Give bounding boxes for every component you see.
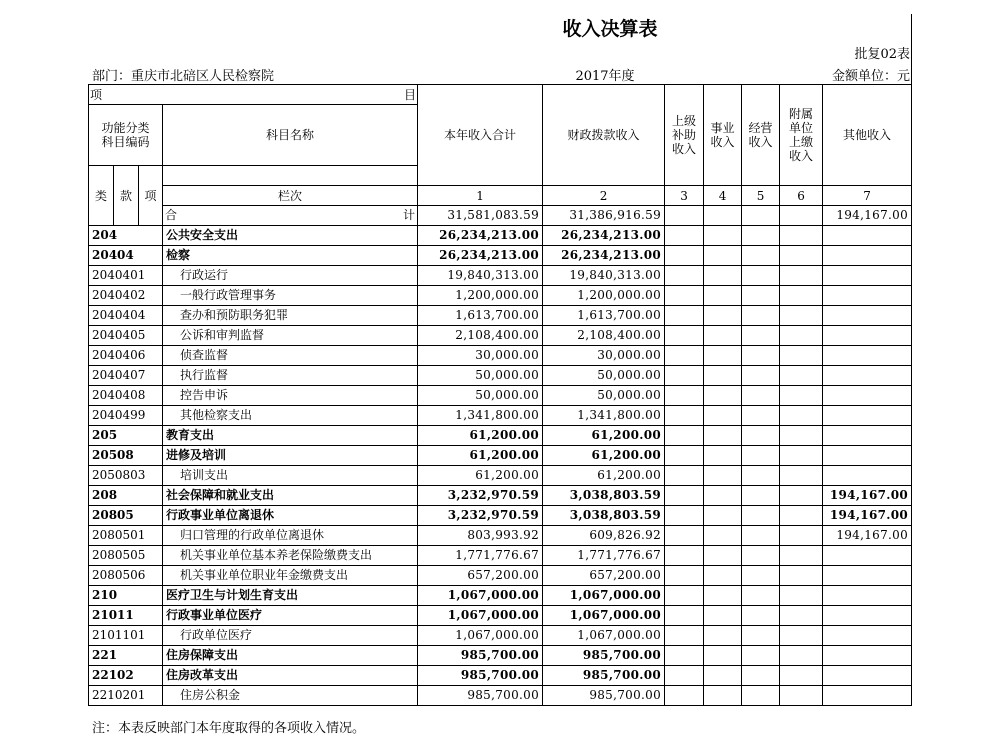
row-career-income: [704, 426, 742, 446]
row-other-income: [823, 366, 912, 386]
row-total-income: 61,200.00: [418, 446, 543, 466]
row-subject-name: 住房保障支出: [163, 646, 418, 666]
table-row: [89, 246, 912, 266]
table-row: [89, 346, 912, 366]
row-other-income: [823, 446, 912, 466]
row-superior-subsidy: [665, 306, 704, 326]
row-superior-subsidy: [665, 506, 704, 526]
table-row: [89, 306, 912, 326]
row-career-income: [704, 326, 742, 346]
row-total-income: 1,613,700.00: [418, 306, 543, 326]
col-num-5: 5: [742, 186, 780, 206]
row-subject-name: 侦查监督: [163, 346, 418, 366]
row-total-income: 50,000.00: [418, 386, 543, 406]
row-operating-income: [742, 626, 780, 646]
year-label: 2017年度: [575, 69, 635, 84]
row-total-income: 985,700.00: [418, 646, 543, 666]
row-career-income: [704, 526, 742, 546]
table-row: [89, 666, 912, 686]
table-row: [89, 466, 912, 486]
row-code: 20508: [89, 446, 163, 466]
row-career-income: [704, 286, 742, 306]
row-code: 2040499: [89, 406, 163, 426]
table-row: [89, 366, 912, 386]
col-num-6: 6: [780, 186, 823, 206]
row-fiscal-income: 26,234,213.00: [543, 246, 665, 266]
row-code: 2040404: [89, 306, 163, 326]
row-subject-name: 执行监督: [163, 366, 418, 386]
row-other-income: [823, 626, 912, 646]
header-xiang: 项: [89, 85, 163, 105]
row-affiliated-income: [780, 266, 823, 286]
row-total-income: 61,200.00: [418, 426, 543, 446]
row-superior-subsidy: [665, 426, 704, 446]
row-other-income: [823, 306, 912, 326]
row-total-income: 2,108,400.00: [418, 326, 543, 346]
header-func-code: 功能分类 科目编码: [89, 105, 163, 166]
total-fiscal-value: 31,386,916.59: [543, 206, 665, 226]
row-operating-income: [742, 686, 780, 706]
row-career-income: [704, 466, 742, 486]
row-career-income: [704, 626, 742, 646]
row-superior-subsidy: [665, 566, 704, 586]
row-career-income: [704, 486, 742, 506]
row-fiscal-income: 61,200.00: [543, 466, 665, 486]
row-other-income: 194,167.00: [823, 506, 912, 526]
row-fiscal-income: 1,613,700.00: [543, 306, 665, 326]
row-career-income: [704, 506, 742, 526]
row-code: 21011: [89, 606, 163, 626]
row-other-income: [823, 386, 912, 406]
row-fiscal-income: 1,771,776.67: [543, 546, 665, 566]
header-subject-name: 科目名称: [163, 105, 418, 166]
table-row: [89, 326, 912, 346]
footnote: 注：本表反映部门本年度取得的各项收入情况。: [92, 721, 366, 736]
row-operating-income: [742, 486, 780, 506]
row-affiliated-income: [780, 386, 823, 406]
row-superior-subsidy: [665, 666, 704, 686]
row-fiscal-income: 3,038,803.59: [543, 486, 665, 506]
header-placeholder: [163, 166, 418, 186]
table-row: [89, 426, 912, 446]
row-code: 20404: [89, 246, 163, 266]
row-subject-name: 查办和预防职务犯罪: [163, 306, 418, 326]
col-num-7: 7: [823, 186, 912, 206]
row-affiliated-income: [780, 346, 823, 366]
row-fiscal-income: 985,700.00: [543, 646, 665, 666]
row-other-income: [823, 246, 912, 266]
row-superior-subsidy: [665, 646, 704, 666]
row-total-income: 61,200.00: [418, 466, 543, 486]
row-superior-subsidy: [665, 526, 704, 546]
row-career-income: [704, 446, 742, 466]
row-subject-name: 行政事业单位离退休: [163, 506, 418, 526]
row-career-income: [704, 226, 742, 246]
header-kuan: 款: [114, 166, 139, 226]
row-career-income: [704, 346, 742, 366]
row-fiscal-income: 30,000.00: [543, 346, 665, 366]
row-superior-subsidy: [665, 606, 704, 626]
table-row: [89, 686, 912, 706]
row-affiliated-income: [780, 366, 823, 386]
row-fiscal-income: 1,067,000.00: [543, 586, 665, 606]
row-career-income: [704, 646, 742, 666]
row-affiliated-income: [780, 546, 823, 566]
row-code: 205: [89, 426, 163, 446]
table-row: [89, 386, 912, 406]
row-other-income: [823, 566, 912, 586]
row-total-income: 1,341,800.00: [418, 406, 543, 426]
row-other-income: [823, 346, 912, 366]
row-subject-name: 公共安全支出: [163, 226, 418, 246]
row-superior-subsidy: [665, 346, 704, 366]
row-subject-name: 住房改革支出: [163, 666, 418, 686]
total-label-left: 合: [165, 208, 178, 222]
header-affiliated-income: 附属 单位 上缴 收入: [780, 85, 823, 186]
row-total-income: 19,840,313.00: [418, 266, 543, 286]
table-row: [89, 646, 912, 666]
row-total-income: 26,234,213.00: [418, 226, 543, 246]
row-total-income: 803,993.92: [418, 526, 543, 546]
row-code: 20805: [89, 506, 163, 526]
row-fiscal-income: 50,000.00: [543, 366, 665, 386]
header-lanci: 栏次: [163, 186, 418, 206]
header-lei: 类: [89, 166, 114, 226]
table-row: [89, 286, 912, 306]
row-total-income: 3,232,970.59: [418, 506, 543, 526]
row-affiliated-income: [780, 666, 823, 686]
row-career-income: [704, 686, 742, 706]
row-superior-subsidy: [665, 446, 704, 466]
row-fiscal-income: 985,700.00: [543, 666, 665, 686]
total-superior-value: [665, 206, 704, 226]
row-affiliated-income: [780, 226, 823, 246]
row-operating-income: [742, 506, 780, 526]
table-row: [89, 546, 912, 566]
table-row: [89, 626, 912, 646]
row-code: 221: [89, 646, 163, 666]
row-operating-income: [742, 346, 780, 366]
total-income-value: 31,581,083.59: [418, 206, 543, 226]
row-affiliated-income: [780, 466, 823, 486]
row-code: 208: [89, 486, 163, 506]
row-total-income: 1,200,000.00: [418, 286, 543, 306]
row-code: 210: [89, 586, 163, 606]
row-career-income: [704, 266, 742, 286]
row-operating-income: [742, 326, 780, 346]
row-superior-subsidy: [665, 386, 704, 406]
row-code: 2080501: [89, 526, 163, 546]
row-code: 2210201: [89, 686, 163, 706]
row-superior-subsidy: [665, 406, 704, 426]
row-operating-income: [742, 406, 780, 426]
row-superior-subsidy: [665, 546, 704, 566]
table-row: [89, 486, 912, 506]
row-other-income: [823, 326, 912, 346]
row-operating-income: [742, 546, 780, 566]
total-career-value: [704, 206, 742, 226]
row-superior-subsidy: [665, 366, 704, 386]
row-superior-subsidy: [665, 686, 704, 706]
row-fiscal-income: 3,038,803.59: [543, 506, 665, 526]
row-superior-subsidy: [665, 626, 704, 646]
row-fiscal-income: 50,000.00: [543, 386, 665, 406]
header-mu: 目: [163, 85, 418, 105]
row-subject-name: 医疗卫生与计划生育支出: [163, 586, 418, 606]
row-code: 2050803: [89, 466, 163, 486]
header-xiang2: 项: [139, 166, 163, 226]
col-num-1: 1: [418, 186, 543, 206]
row-fiscal-income: 19,840,313.00: [543, 266, 665, 286]
row-total-income: 1,067,000.00: [418, 586, 543, 606]
row-total-income: 26,234,213.00: [418, 246, 543, 266]
row-affiliated-income: [780, 566, 823, 586]
row-other-income: [823, 406, 912, 426]
table-row: [89, 446, 912, 466]
table-row: [89, 566, 912, 586]
row-other-income: [823, 286, 912, 306]
row-operating-income: [742, 466, 780, 486]
row-code: 2040401: [89, 266, 163, 286]
row-other-income: [823, 546, 912, 566]
row-career-income: [704, 666, 742, 686]
row-total-income: 1,067,000.00: [418, 606, 543, 626]
page-title: 收入决算表: [562, 18, 658, 40]
row-operating-income: [742, 426, 780, 446]
row-total-income: 50,000.00: [418, 366, 543, 386]
row-fiscal-income: 609,826.92: [543, 526, 665, 546]
total-operating-value: [742, 206, 780, 226]
row-subject-name: 社会保障和就业支出: [163, 486, 418, 506]
row-superior-subsidy: [665, 226, 704, 246]
row-code: 2040408: [89, 386, 163, 406]
row-career-income: [704, 246, 742, 266]
row-subject-name: 一般行政管理事务: [163, 286, 418, 306]
row-affiliated-income: [780, 406, 823, 426]
row-subject-name: 机关事业单位职业年金缴费支出: [163, 566, 418, 586]
form-number: 批复02表: [854, 47, 910, 62]
row-affiliated-income: [780, 326, 823, 346]
row-code: 22102: [89, 666, 163, 686]
row-total-income: 657,200.00: [418, 566, 543, 586]
row-subject-name: 行政单位医疗: [163, 626, 418, 646]
row-total-income: 30,000.00: [418, 346, 543, 366]
row-total-income: 985,700.00: [418, 666, 543, 686]
row-affiliated-income: [780, 646, 823, 666]
row-career-income: [704, 546, 742, 566]
row-affiliated-income: [780, 246, 823, 266]
row-subject-name: 公诉和审判监督: [163, 326, 418, 346]
row-affiliated-income: [780, 526, 823, 546]
row-other-income: [823, 606, 912, 626]
table-row: [89, 506, 912, 526]
row-affiliated-income: [780, 506, 823, 526]
total-row: [89, 206, 912, 226]
row-career-income: [704, 366, 742, 386]
row-other-income: [823, 426, 912, 446]
row-operating-income: [742, 586, 780, 606]
row-subject-name: 检察: [163, 246, 418, 266]
row-fiscal-income: 1,067,000.00: [543, 606, 665, 626]
header-fiscal-income: 财政拨款收入: [543, 85, 665, 186]
row-operating-income: [742, 666, 780, 686]
header-superior-subsidy: 上级 补助 收入: [665, 85, 704, 186]
row-fiscal-income: 657,200.00: [543, 566, 665, 586]
currency-unit-label: 金额单位：元: [831, 69, 910, 84]
row-subject-name: 住房公积金: [163, 686, 418, 706]
row-subject-name: 教育支出: [163, 426, 418, 446]
row-other-income: [823, 586, 912, 606]
row-superior-subsidy: [665, 586, 704, 606]
table-row: [89, 606, 912, 626]
row-career-income: [704, 586, 742, 606]
total-other-value: 194,167.00: [823, 206, 912, 226]
row-career-income: [704, 406, 742, 426]
total-cell: [163, 206, 418, 226]
row-affiliated-income: [780, 486, 823, 506]
row-other-income: [823, 266, 912, 286]
total-label-right: 计: [403, 208, 416, 222]
row-other-income: [823, 666, 912, 686]
table-row: [89, 526, 912, 546]
row-code: 2040406: [89, 346, 163, 366]
row-affiliated-income: [780, 606, 823, 626]
row-code: 204: [89, 226, 163, 246]
row-fiscal-income: 1,067,000.00: [543, 626, 665, 646]
row-superior-subsidy: [665, 326, 704, 346]
row-superior-subsidy: [665, 466, 704, 486]
row-code: 2101101: [89, 626, 163, 646]
col-num-3: 3: [665, 186, 704, 206]
row-affiliated-income: [780, 426, 823, 446]
row-total-income: 1,771,776.67: [418, 546, 543, 566]
header-total-income: 本年收入合计: [418, 85, 543, 186]
row-superior-subsidy: [665, 246, 704, 266]
department-label: 部门：重庆市北碚区人民检察院: [92, 69, 275, 84]
row-subject-name: 进修及培训: [163, 446, 418, 466]
row-code: 2080505: [89, 546, 163, 566]
header-operating-income: 经营 收入: [742, 85, 780, 186]
row-operating-income: [742, 526, 780, 546]
row-operating-income: [742, 566, 780, 586]
row-subject-name: 其他检察支出: [163, 406, 418, 426]
header-row-1: [89, 85, 912, 105]
row-subject-name: 控告申诉: [163, 386, 418, 406]
row-other-income: [823, 226, 912, 246]
row-other-income: [823, 686, 912, 706]
income-table: [88, 84, 912, 706]
right-border-line: [911, 14, 912, 86]
row-affiliated-income: [780, 686, 823, 706]
header-career-income: 事业 收入: [704, 85, 742, 186]
row-other-income: [823, 466, 912, 486]
row-fiscal-income: 61,200.00: [543, 426, 665, 446]
table-row: [89, 226, 912, 246]
row-total-income: 1,067,000.00: [418, 626, 543, 646]
column-number-row: [89, 186, 912, 206]
row-subject-name: 行政事业单位医疗: [163, 606, 418, 626]
row-superior-subsidy: [665, 266, 704, 286]
row-fiscal-income: 985,700.00: [543, 686, 665, 706]
row-superior-subsidy: [665, 286, 704, 306]
row-code: 2040407: [89, 366, 163, 386]
row-operating-income: [742, 266, 780, 286]
row-affiliated-income: [780, 586, 823, 606]
row-total-income: 985,700.00: [418, 686, 543, 706]
row-affiliated-income: [780, 286, 823, 306]
row-career-income: [704, 566, 742, 586]
row-code: 2040405: [89, 326, 163, 346]
row-career-income: [704, 386, 742, 406]
row-subject-name: 机关事业单位基本养老保险缴费支出: [163, 546, 418, 566]
col-num-4: 4: [704, 186, 742, 206]
row-other-income: [823, 646, 912, 666]
total-affiliated-value: [780, 206, 823, 226]
header-other-income: 其他收入: [823, 85, 912, 186]
row-affiliated-income: [780, 306, 823, 326]
row-other-income: 194,167.00: [823, 526, 912, 546]
row-affiliated-income: [780, 626, 823, 646]
row-fiscal-income: 26,234,213.00: [543, 226, 665, 246]
row-subject-name: 归口管理的行政单位离退休: [163, 526, 418, 546]
table-row: [89, 406, 912, 426]
row-operating-income: [742, 306, 780, 326]
row-operating-income: [742, 446, 780, 466]
row-fiscal-income: 2,108,400.00: [543, 326, 665, 346]
table-row: [89, 586, 912, 606]
row-subject-name: 行政运行: [163, 266, 418, 286]
table-row: [89, 266, 912, 286]
row-operating-income: [742, 246, 780, 266]
row-operating-income: [742, 606, 780, 626]
row-operating-income: [742, 386, 780, 406]
row-career-income: [704, 606, 742, 626]
row-total-income: 3,232,970.59: [418, 486, 543, 506]
row-operating-income: [742, 646, 780, 666]
row-affiliated-income: [780, 446, 823, 466]
row-career-income: [704, 306, 742, 326]
row-fiscal-income: 1,200,000.00: [543, 286, 665, 306]
row-operating-income: [742, 366, 780, 386]
row-other-income: 194,167.00: [823, 486, 912, 506]
row-operating-income: [742, 286, 780, 306]
row-superior-subsidy: [665, 486, 704, 506]
row-operating-income: [742, 226, 780, 246]
row-subject-name: 培训支出: [163, 466, 418, 486]
row-fiscal-income: 1,341,800.00: [543, 406, 665, 426]
row-code: 2080506: [89, 566, 163, 586]
col-num-2: 2: [543, 186, 665, 206]
row-code: 2040402: [89, 286, 163, 306]
row-fiscal-income: 61,200.00: [543, 446, 665, 466]
